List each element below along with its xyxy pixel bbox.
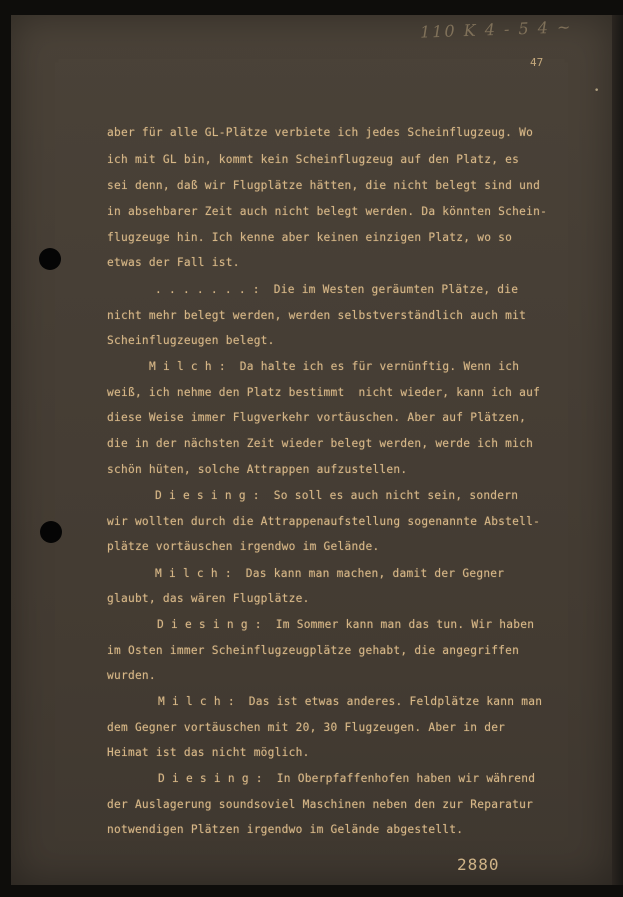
text-line: diese Weise immer Flugverkehr vortäuschen. Aber auf Plätzen,: [107, 411, 527, 424]
punch-hole-bottom: [40, 521, 62, 543]
text-line: wir wollten durch die Attrappenaufstellung sogenannte Abstell-: [107, 515, 541, 528]
text-line: flugzeuge hin. Ich kenne aber keinen einzigen Platz, wo so: [107, 231, 513, 244]
handwritten-reference: 110 K 4 - 5 4 ~: [419, 17, 573, 42]
page-bottom-border: [0, 885, 623, 897]
text-line: schön hüten, solche Attrappen aufzustellen.: [107, 463, 408, 476]
speaker-line: M i l c h : Da halte ich es für vernünftig. Wenn ich: [149, 360, 520, 373]
text-line: der Auslagerung soundsoviel Maschinen neben den zur Reparatur: [107, 798, 534, 811]
archive-stamp-number: 2880: [457, 855, 500, 874]
document-page: [11, 15, 612, 885]
text-line: glaubt, das wären Flugplätze.: [107, 592, 310, 605]
punch-hole-top: [39, 248, 61, 270]
speaker-line: D i e s i n g : So soll es auch nicht sein, sondern: [155, 489, 519, 502]
speaker-line: D i e s i n g : Im Sommer kann man das tun. Wir haben: [157, 618, 535, 631]
page-number: 47: [530, 56, 544, 69]
text-line: im Osten immer Scheinflugzeugplätze gehabt, die angegriffen: [107, 644, 520, 657]
text-line: die in der nächsten Zeit wieder belegt werden, werde ich mich: [107, 437, 534, 450]
text-line: Heimat ist das nicht möglich.: [107, 746, 310, 759]
text-line: in absehbarer Zeit auch nicht belegt werden. Da könnten Schein-: [107, 205, 548, 218]
text-line: ich mit GL bin, kommt kein Scheinflugzeug auf den Platz, es: [107, 153, 520, 166]
speaker-line: M i l c h : Das ist etwas anderes. Feldplätze kann man: [158, 695, 543, 708]
text-line: dem Gegner vortäuschen mit 20, 30 Flugzeugen. Aber in der: [107, 721, 506, 734]
speaker-line: . . . . . . . : Die im Westen geräumten Plätze, die: [155, 283, 519, 296]
text-line: notwendigen Plätzen irgendwo im Gelände abgestellt.: [107, 823, 464, 836]
text-line: weiß, ich nehme den Platz bestimmt nicht wieder, kann ich auf: [107, 386, 541, 399]
text-line: aber für alle GL-Plätze verbiete ich jedes Scheinflugzeug. Wo: [107, 126, 534, 139]
text-line: Scheinflugzeugen belegt.: [107, 334, 275, 347]
speaker-line: M i l c h : Das kann man machen, damit der Gegner: [155, 567, 505, 580]
text-line: wurden.: [107, 669, 156, 682]
text-line: sei denn, daß wir Flugplätze hätten, die nicht belegt sind und: [107, 179, 541, 192]
text-line: nicht mehr belegt werden, werden selbstverständlich auch mit: [107, 309, 527, 322]
text-line: etwas der Fall ist.: [107, 256, 240, 269]
corner-mark: •: [594, 86, 600, 96]
text-line: plätze vortäuschen irgendwo im Gelände.: [107, 540, 380, 553]
speaker-line: D i e s i n g : In Oberpfaffenhofen haben wir während: [158, 772, 536, 785]
page-edge-shadow: [612, 15, 623, 885]
